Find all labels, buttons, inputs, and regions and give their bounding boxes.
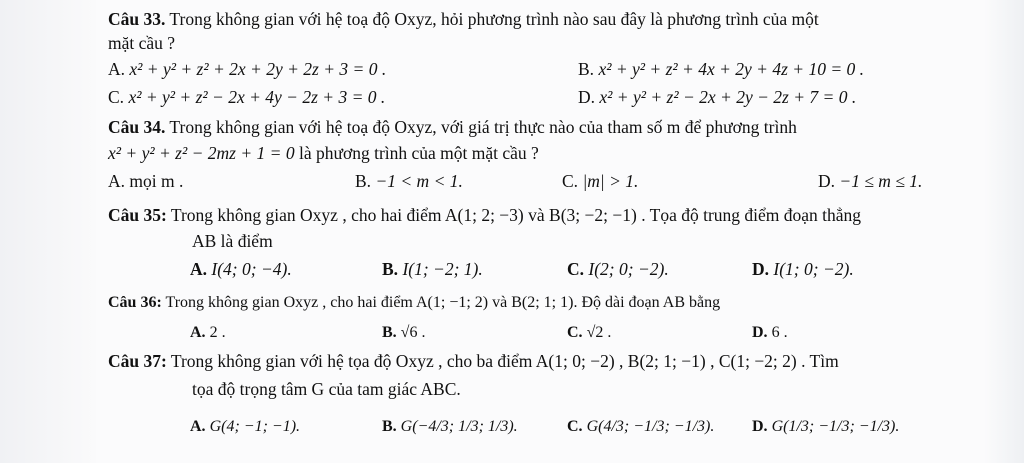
option-text: |m| > 1.	[582, 171, 639, 191]
q36-option-d[interactable]	[752, 322, 788, 344]
option-text: −1 < m < 1.	[375, 171, 463, 191]
q33-option-b[interactable]	[578, 58, 864, 80]
option-label: B.	[578, 59, 595, 79]
option-label: D.	[578, 87, 596, 107]
q37-option-b[interactable]	[382, 416, 518, 438]
option-text: G(4; −1; −1).	[209, 418, 301, 435]
q36-option-c[interactable]	[567, 322, 611, 344]
q35-option-d[interactable]	[752, 258, 854, 280]
option-label: D.	[752, 259, 770, 279]
q33-number: Câu 33.	[108, 9, 166, 29]
q34-option-c[interactable]	[562, 170, 638, 192]
q33-option-d[interactable]	[578, 86, 856, 108]
option-text: 2 .	[209, 324, 226, 341]
q35-stem-line1	[108, 204, 861, 226]
option-text: −1 ≤ m ≤ 1.	[839, 171, 923, 191]
option-text: G(−4/3; 1/3; 1/3).	[400, 418, 518, 435]
page-left-shadow	[0, 0, 96, 463]
q33-stem-text: Trong không gian với hệ toạ độ Oxyz, hỏi phương trình nào sau đây là phương trình của một	[165, 9, 819, 29]
q37-option-c[interactable]	[567, 416, 714, 438]
q35-option-b[interactable]	[382, 258, 483, 280]
option-text: √2 .	[586, 324, 612, 341]
q37-number: Câu 37:	[108, 351, 167, 371]
option-text: mọi m .	[129, 171, 184, 191]
option-label: C.	[567, 418, 583, 435]
q34-option-a[interactable]	[108, 170, 183, 192]
option-label: C.	[567, 259, 585, 279]
option-label: A.	[190, 418, 206, 435]
q34-option-b[interactable]	[355, 170, 463, 192]
option-label: D.	[818, 171, 836, 191]
q34-option-d[interactable]	[818, 170, 922, 192]
option-label: D.	[752, 324, 768, 341]
q37-option-a[interactable]	[190, 416, 300, 438]
q37-stem-text: Trong không gian với hệ tọa độ Oxyz , cho ba điểm A(1; 0; −2) , B(2; 1; −1) , C(1; −2; 2) . Tìm	[166, 351, 839, 371]
option-label: B.	[382, 418, 397, 435]
option-text: √6 .	[400, 324, 426, 341]
option-label: A.	[190, 259, 208, 279]
option-label: C.	[562, 171, 579, 191]
option-text: I(1; 0; −2).	[773, 259, 854, 279]
q34-number: Câu 34.	[108, 117, 166, 137]
q33-option-c[interactable]	[108, 86, 385, 108]
option-text: I(2; 0; −2).	[588, 259, 669, 279]
option-label: A.	[108, 59, 126, 79]
option-text: I(4; 0; −4).	[211, 259, 292, 279]
option-text: x² + y² + z² − 2x + 4y − 2z + 3 = 0 .	[128, 87, 386, 107]
q36-stem-line1	[108, 292, 720, 314]
option-text: x² + y² + z² + 2x + 2y + 2z + 3 = 0 .	[129, 59, 387, 79]
q35-option-c[interactable]	[567, 258, 669, 280]
option-label: A.	[108, 171, 126, 191]
option-label: C.	[108, 87, 125, 107]
q34-stem-line1	[108, 116, 797, 138]
option-label: B.	[382, 259, 399, 279]
option-text: G(4/3; −1/3; −1/3).	[586, 418, 715, 435]
q34-stem-line2	[108, 142, 539, 164]
q36-stem-text: Trong không gian Oxyz , cho hai điểm A(1; −1; 2) và B(2; 1; 1). Độ dài đoạn AB bằng	[161, 294, 721, 311]
option-label: C.	[567, 324, 583, 341]
option-label: D.	[752, 418, 768, 435]
q37-stem-line2: tọa độ trọng tâm G của tam giác ABC.	[192, 379, 461, 399]
q37-option-d[interactable]	[752, 416, 899, 438]
option-label: B.	[382, 324, 397, 341]
option-label: A.	[190, 324, 206, 341]
q33-stem-line2: mặt cầu ?	[108, 33, 176, 53]
q36-number: Câu 36:	[108, 294, 162, 311]
option-text: G(1/3; −1/3; −1/3).	[771, 418, 900, 435]
q35-stem-line2: AB là điểm	[192, 231, 273, 251]
q33-option-a[interactable]	[108, 58, 386, 80]
page-right-shadow	[984, 0, 1024, 463]
q35-stem-text: Trong không gian Oxyz , cho hai điểm A(1; 2; −3) và B(3; −2; −1) . Tọa độ trung điểm đoạn thẳng	[166, 205, 862, 225]
q34-stem-rest: là phương trình của một mặt cầu ?	[294, 143, 539, 163]
option-text: I(1; −2; 1).	[402, 259, 483, 279]
q36-option-b[interactable]	[382, 322, 425, 344]
q37-stem-line1	[108, 350, 839, 372]
q36-option-a[interactable]	[190, 322, 226, 344]
option-text: x² + y² + z² + 4x + 2y + 4z + 10 = 0 .	[598, 59, 865, 79]
q34-stem-text: Trong không gian với hệ toạ độ Oxyz, với giá trị thực nào của tham số m để phương trình	[165, 117, 797, 137]
q34-equation: x² + y² + z² − 2mz + 1 = 0	[108, 143, 295, 163]
q33-stem-line1	[108, 8, 819, 30]
option-text: 6 .	[771, 324, 788, 341]
q35-number: Câu 35:	[108, 205, 167, 225]
option-text: x² + y² + z² − 2x + 2y − 2z + 7 = 0 .	[599, 87, 857, 107]
option-label: B.	[355, 171, 372, 191]
q35-option-a[interactable]	[190, 258, 292, 280]
